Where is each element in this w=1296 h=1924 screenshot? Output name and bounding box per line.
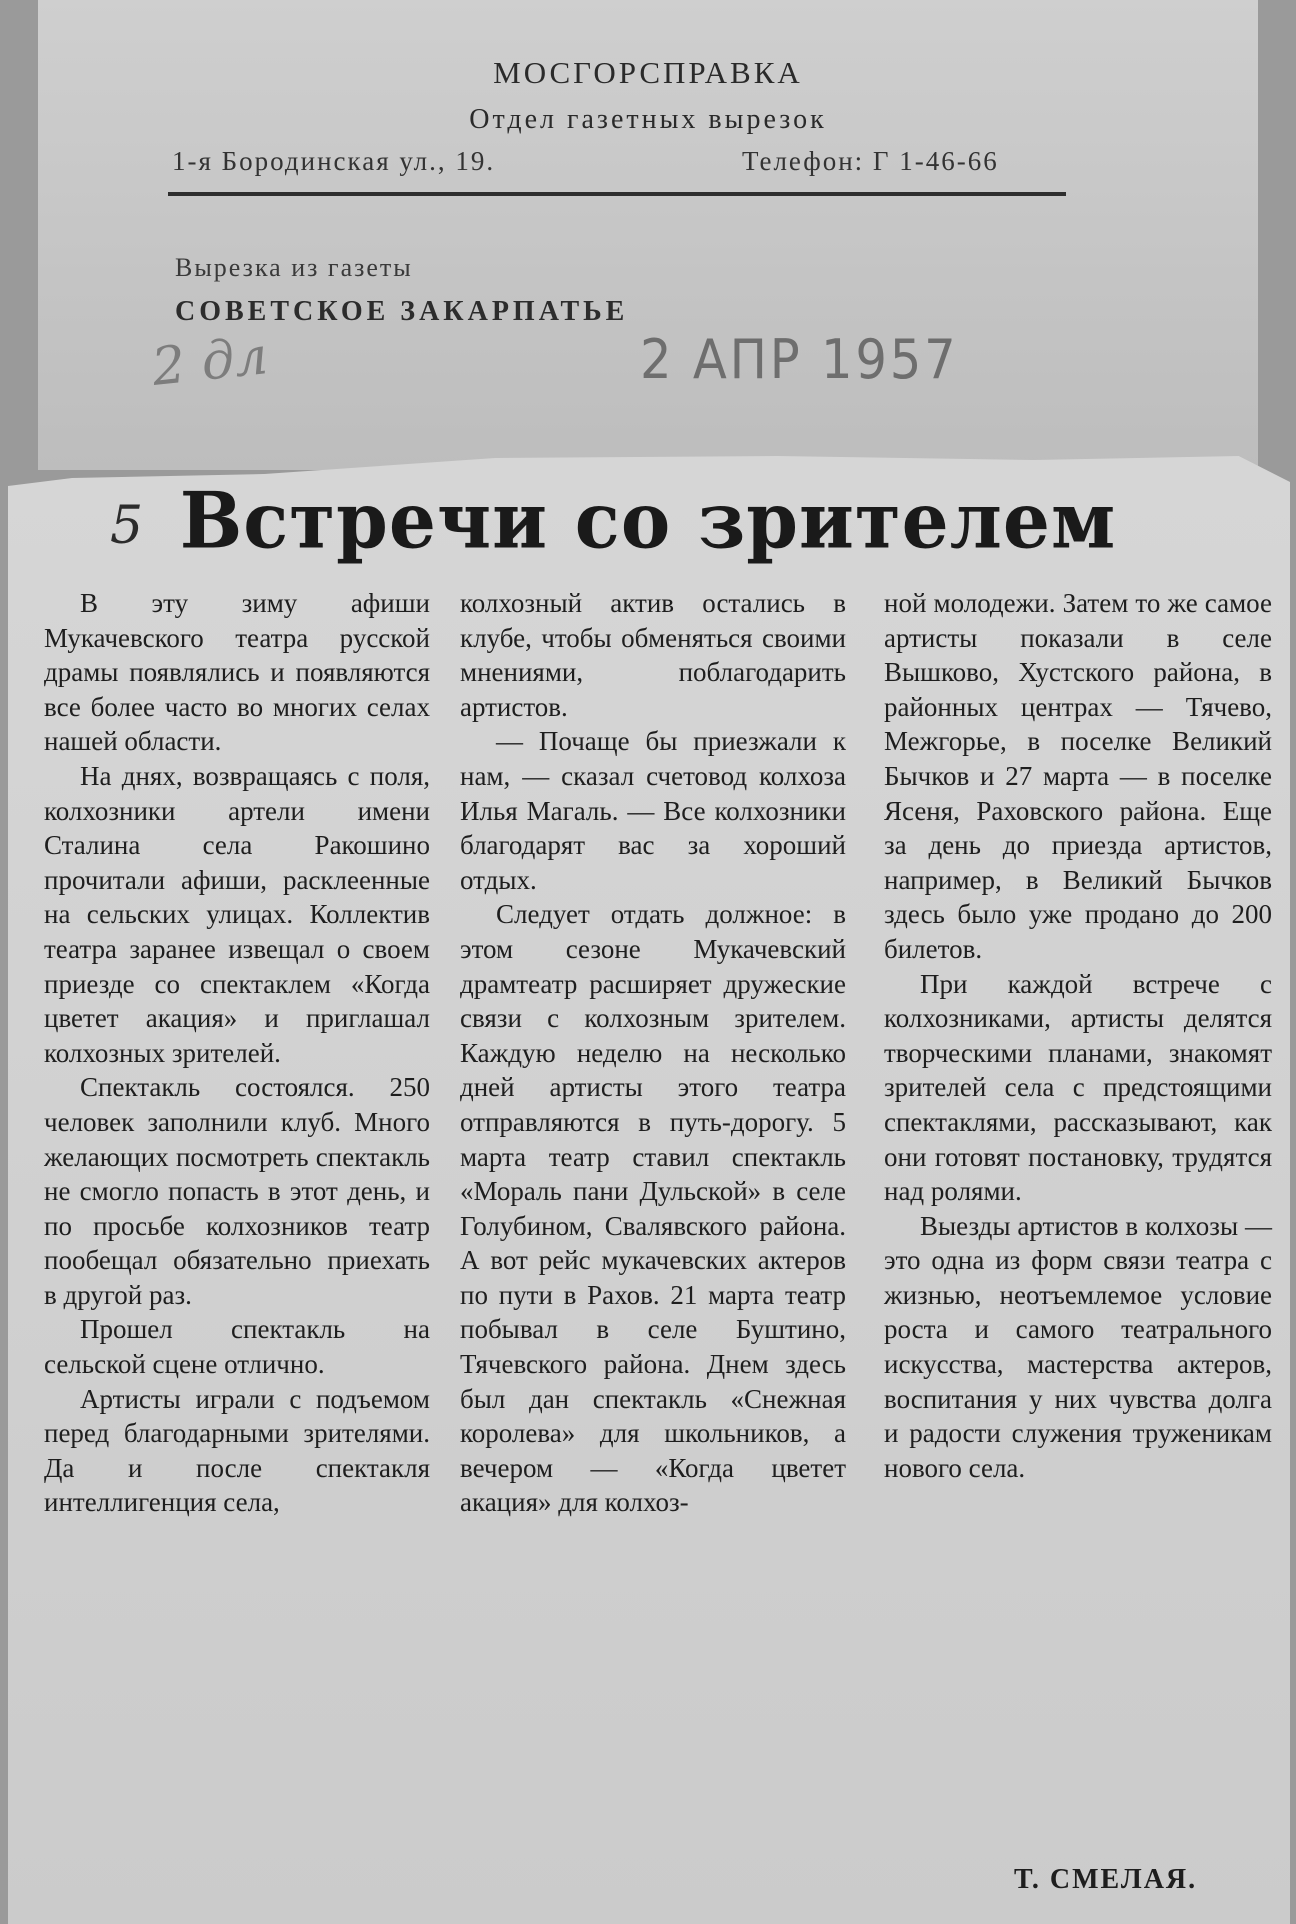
paragraph: При каждой встрече с колхозниками, артисты делятся творческими планами, знакомят зрителей села с предстоящими спектаклями, рассказывают, как они готовят постановку, трудятся над ролями. <box>884 968 1272 1207</box>
newspaper-name: СОВЕТСКОЕ ЗАКАРПАТЬЕ <box>175 296 629 327</box>
handwritten-note: 2 дл <box>149 326 271 398</box>
bureau-department: Отдел газетных вырезок <box>469 104 827 135</box>
bureau-phone: Телефон: Г 1-46-66 <box>742 146 999 176</box>
paragraph: На днях, возвращаясь с поля, колхозники артели имени Сталина села Ракошино прочитали афиши, расклеенные на сельских улицах. Коллектив театра заранее извещал о своем приезде со спектаклем «Когда цветет акация» и приглашал колхозных зрителей. <box>44 760 430 1068</box>
header-rule <box>168 192 1066 196</box>
date-stamp: 2 АПР 1957 <box>640 328 959 391</box>
article-column-2 <box>460 586 846 1520</box>
author-signature: Т. СМЕЛАЯ. <box>1014 1864 1198 1895</box>
paragraph: Прошел спектакль на сельской сцене отлично. <box>44 1314 430 1380</box>
paragraph: Следует отдать должное: в этом сезоне Мукачевский драмтеатр расширяет дружеские связи с колхозным зрителем. Каждую неделю на несколько дней артисты этого театра отправляются в путь-дорогу. 5 марта театр ставил спектакль «Мораль пани Дульской» в селе Голубином, Свалявского района. А вот рейс мукачевских актеров по пути в Рахов. 21 марта театр побывал в селе Буштино, Тячевского района. Днем здесь был дан спектакль «Снежная королева» для школьников, а вечером — «Когда цветет акация» для колхоз- <box>460 899 846 1518</box>
paragraph: Артисты играли с подъемом перед благодарными зрителями. Да и после спектакля интеллигенция села, <box>44 1383 430 1518</box>
paragraph: — Почаще бы приезжали к нам, — сказал счетовод колхоза Илья Магаль. — Все колхозники благодарят вас за хороший отдых. <box>460 726 846 895</box>
paragraph: Спектакль состоялся. 250 человек заполнили клуб. Много желающих посмотреть спектакль не смогло попасть в этот день, и по просьбе колхозников театр пообещал обязательно приехать в другой раз. <box>44 1072 430 1310</box>
paragraph: Выезды артистов в колхозы — это одна из форм связи театра с жизнью, неотъемлемое условие роста и самого театрального искусства, мастерства актеров, воспитания у них чувства долга и радости служения труженикам нового села. <box>884 1210 1272 1483</box>
clipping-label: Вырезка из газеты <box>175 253 413 282</box>
paragraph: колхозный актив остались в клубе, чтобы обменяться своими мнениями, поблагодарить артистов. <box>460 588 846 722</box>
article-column-3 <box>884 586 1272 1485</box>
margin-number: 5 <box>110 496 144 556</box>
paragraph: В эту зиму афиши Мукачевского театра русской драмы появлялись и появляются все более часто во многих селах нашей области. <box>44 588 430 757</box>
bureau-name: МОСГОРСПРАВКА <box>493 55 803 90</box>
paragraph: ной молодежи. Затем то же самое артисты показали в селе Вышково, Хустского района, в районных центрах — Тячево, Межгорье, в поселке Великий Бычков и 27 марта — в поселке Ясеня, Раховского района. Еще за день до приезда артистов, например, в Великий Бычков здесь было уже продано до 200 билетов. <box>884 588 1272 964</box>
bureau-address: 1-я Бородинская ул., 19. <box>172 146 496 176</box>
article-headline: Встречи со зрителем <box>179 475 1117 567</box>
article-column-1 <box>44 586 430 1520</box>
